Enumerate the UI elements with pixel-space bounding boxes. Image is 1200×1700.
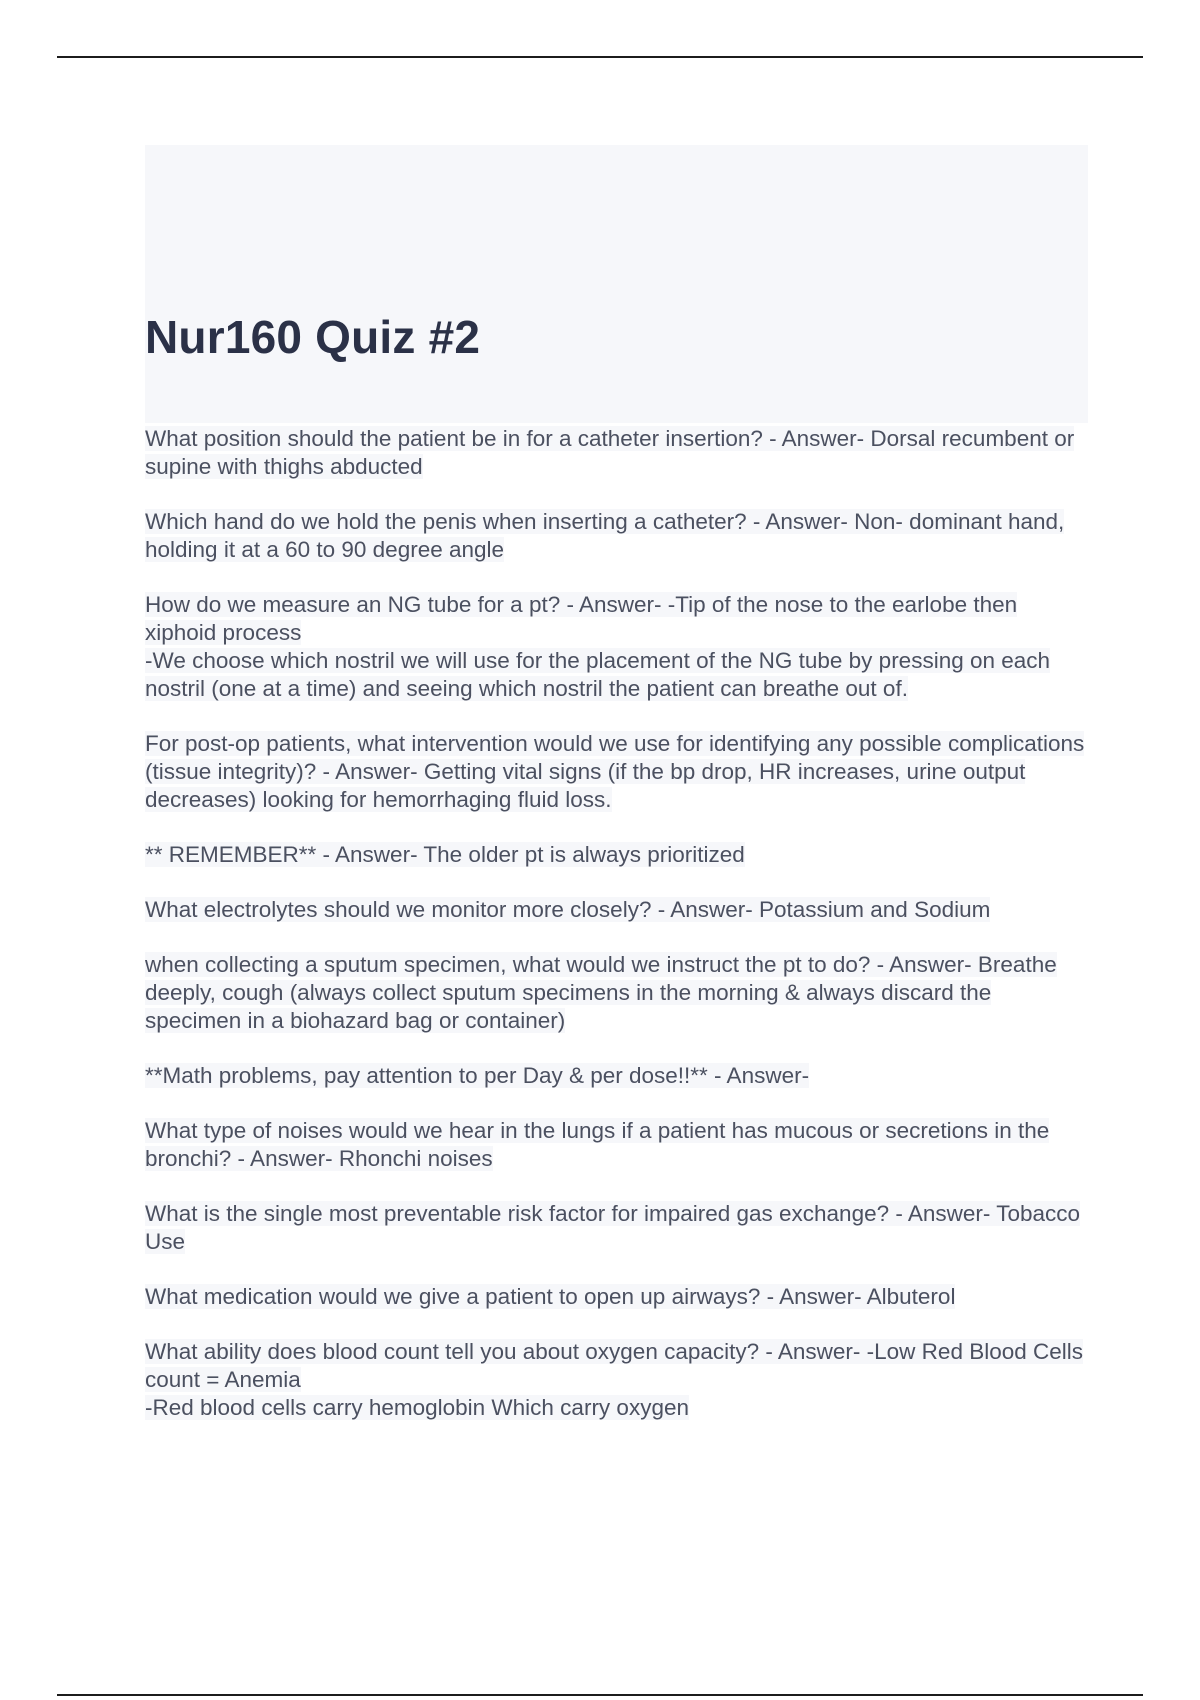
qa-text: For post-op patients, what intervention would we use for identifying any possible complications (tissue integrity)? - Answer- Getting vital signs (if the bp drop, HR increases, urine output decreases) looking for hemorrhaging fluid loss. [145,731,1085,812]
qa-item [145,841,1090,869]
qa-item [145,591,1090,703]
qa-item [145,508,1090,564]
qa-text: How do we measure an NG tube for a pt? - Answer- -Tip of the nose to the earlobe then xiphoid process [145,592,1018,645]
bottom-divider [57,1694,1143,1696]
qa-text: What medication would we give a patient to open up airways? - Answer- Albuterol [145,1284,956,1309]
qa-extra-text: -Red blood cells carry hemoglobin Which carry oxygen [145,1395,689,1420]
qa-text: **Math problems, pay attention to per Day & per dose!!** - Answer- [145,1063,810,1088]
qa-text: What ability does blood count tell you about oxygen capacity? - Answer- -Low Red Blood Cells count = Anemia [145,1339,1084,1392]
top-divider [57,56,1143,58]
qa-text: What is the single most preventable risk factor for impaired gas exchange? - Answer- Tobacco Use [145,1201,1081,1254]
qa-item [145,1117,1090,1173]
qa-item [145,1283,1090,1311]
title-block [145,145,1088,423]
qa-text: What position should the patient be in for a catheter insertion? - Answer- Dorsal recumbent or supine with thighs abducted [145,426,1075,479]
qa-item [145,1200,1090,1256]
qa-item [145,896,1090,924]
qa-item [145,951,1090,1035]
qa-item [145,1062,1090,1090]
qa-item [145,730,1090,814]
qa-text: What type of noises would we hear in the lungs if a patient has mucous or secretions in the bronchi? - Answer- Rhonchi noises [145,1118,1050,1171]
qa-item [145,1338,1090,1422]
qa-item [145,425,1090,481]
qa-extra-text: -We choose which nostril we will use for the placement of the NG tube by pressing on each nostril (one at a time) and seeing which nostril the patient can breathe out of. [145,648,1051,701]
page-title: Nur160 Quiz #2 [145,311,481,363]
qa-text: when collecting a sputum specimen, what would we instruct the pt to do? - Answer- Breathe deeply, cough (always collect sputum specimens in the morning & always discard the specimen in a biohazard bag or container) [145,952,1057,1033]
qa-text: What electrolytes should we monitor more closely? - Answer- Potassium and Sodium [145,897,991,922]
qa-text: ** REMEMBER** - Answer- The older pt is always prioritized [145,842,745,867]
qa-list [145,425,1090,1449]
qa-text: Which hand do we hold the penis when inserting a catheter? - Answer- Non- dominant hand, holding it at a 60 to 90 degree angle [145,509,1065,562]
